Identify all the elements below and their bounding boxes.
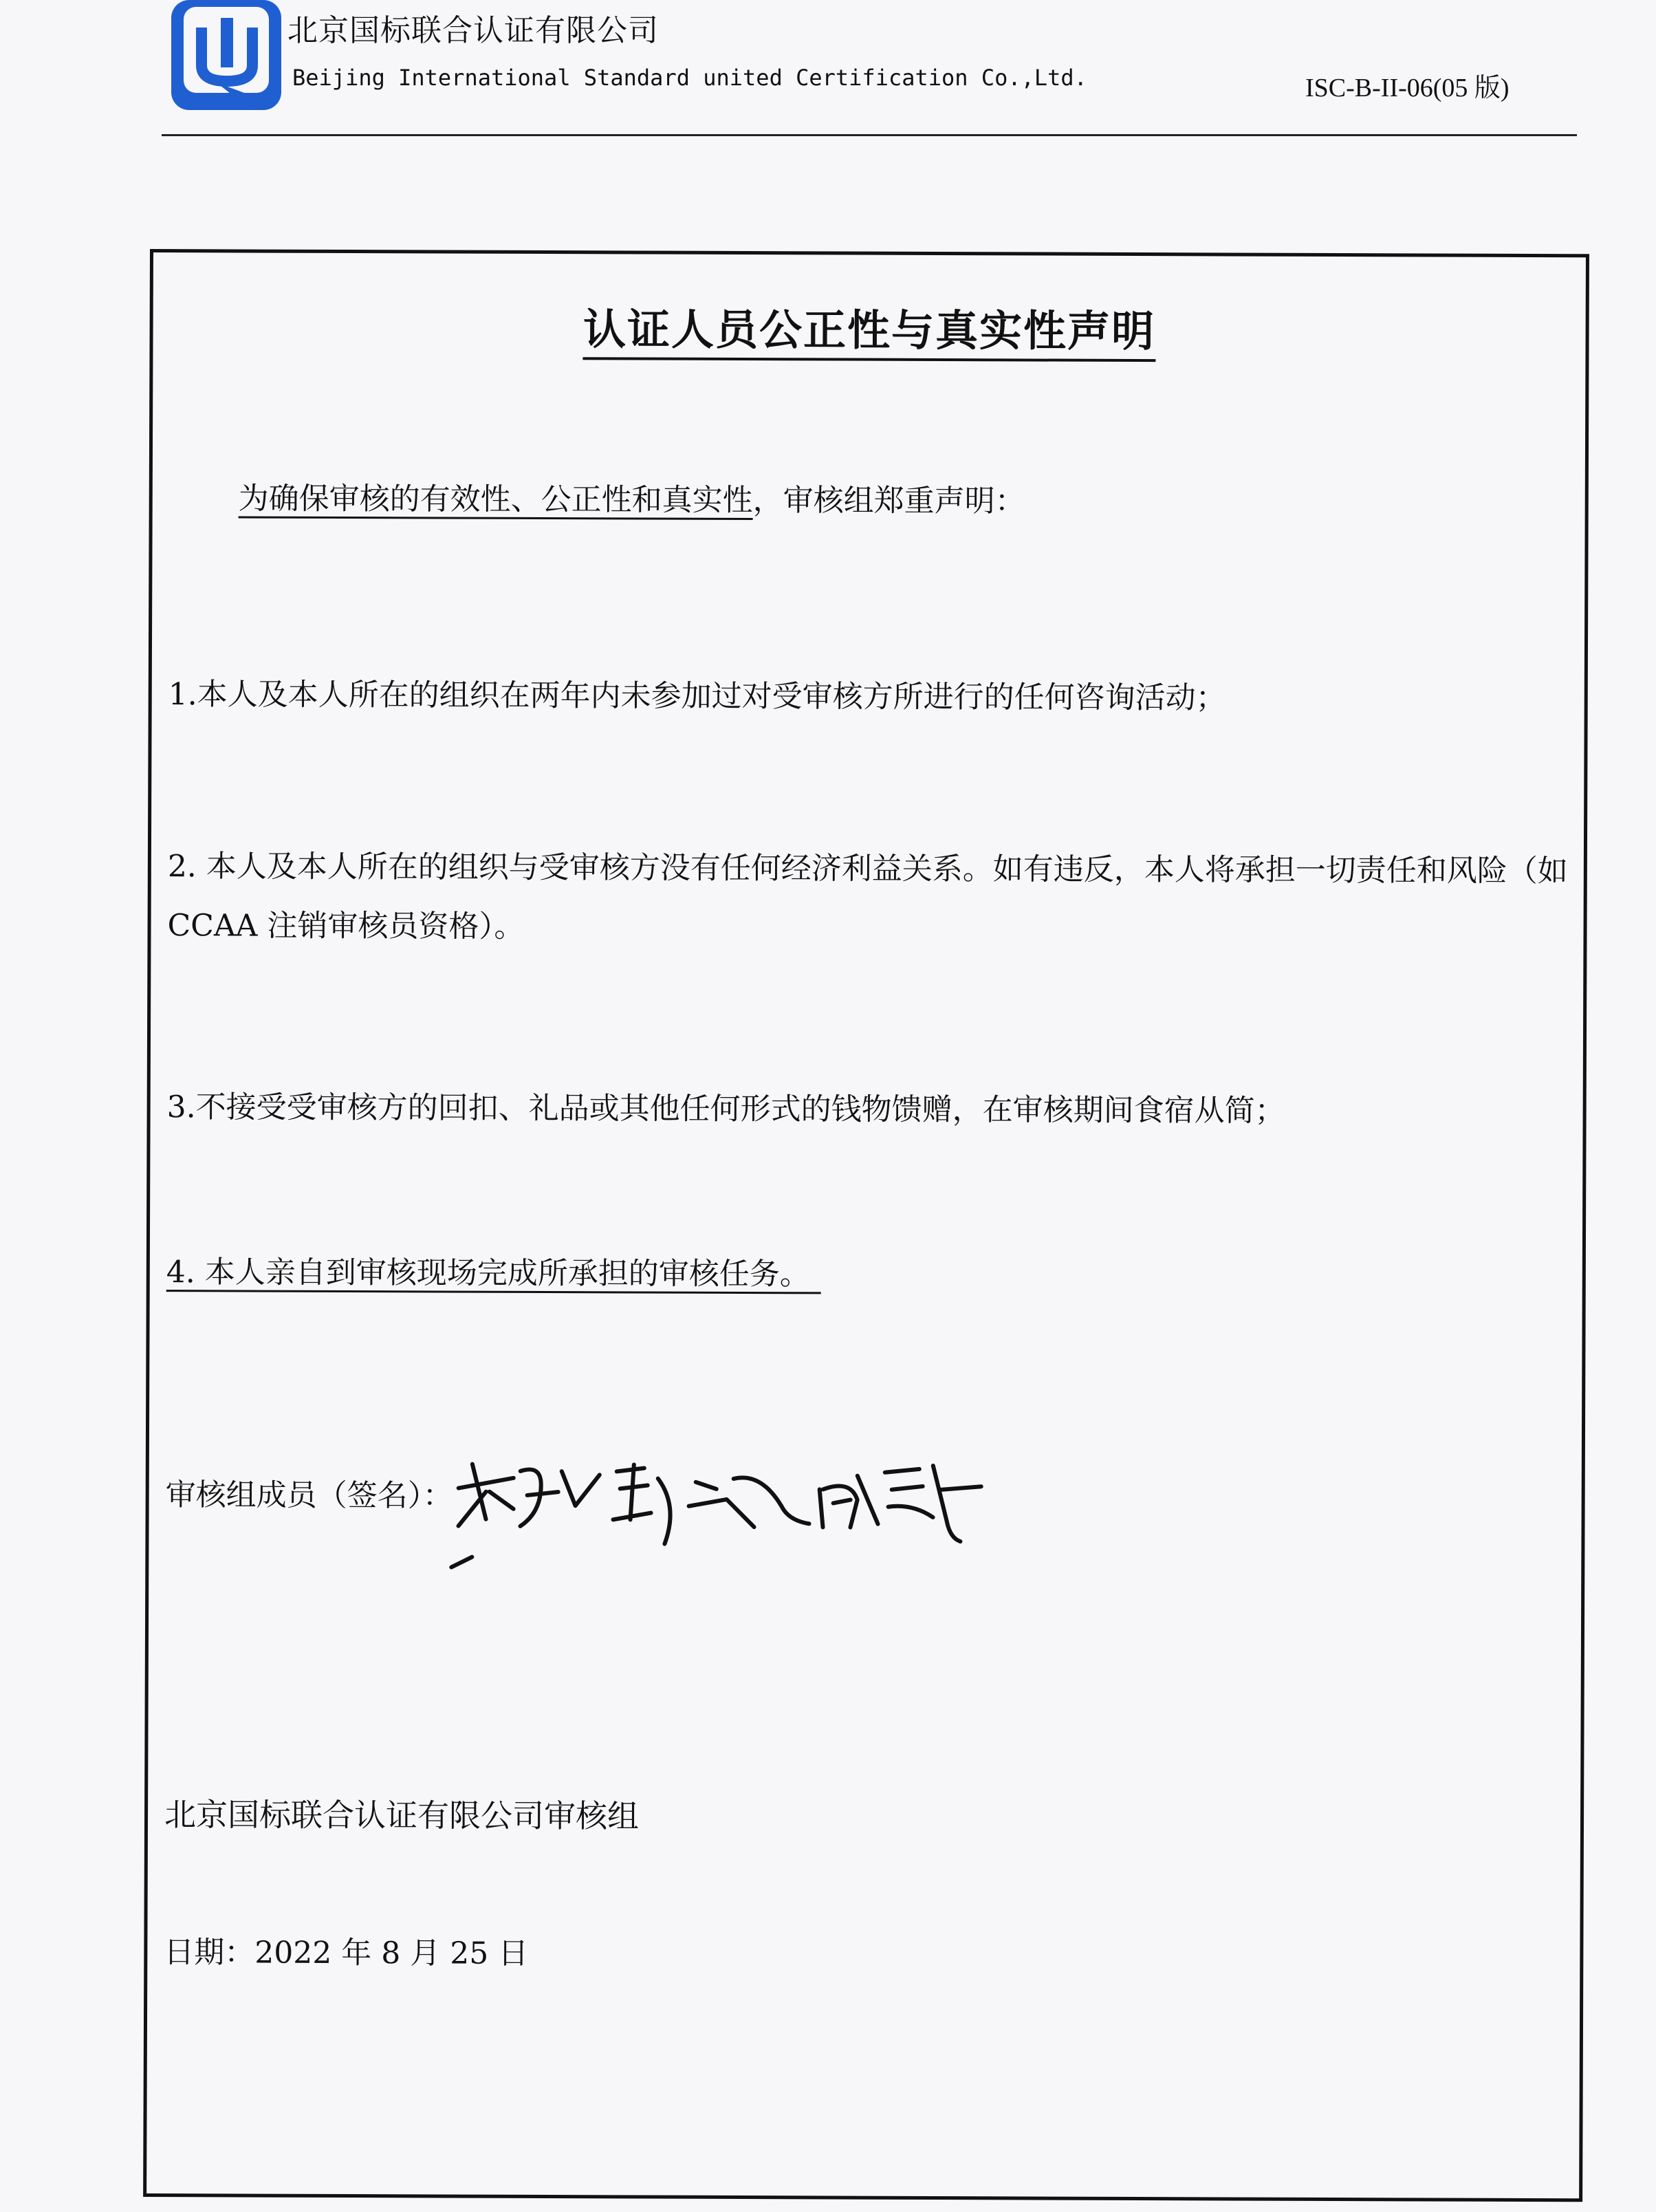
company-name-cn: 北京国标联合认证有限公司	[287, 13, 659, 48]
declaration-date: 日期：2022 年 8 月 25 日	[164, 1935, 529, 1971]
handwritten-signature	[437, 1422, 1057, 1590]
declaration-item-1: 1.本人及本人所在的组织在两年内未参加过对受审核方所进行的任何咨询活动；	[168, 677, 1226, 716]
intro-rest: ，审核组郑重声明：	[752, 483, 1025, 519]
declaration-item-4-text: 4. 本人亲自到审核现场完成所承担的审核任务。	[166, 1255, 821, 1294]
declaration-item-3: 3.不接受受审核方的回扣、礼品或其他任何形式的钱物馈赠，在审核期间食宿从简；	[166, 1089, 1285, 1129]
audit-group-name: 北京国标联合认证有限公司审核组	[164, 1796, 640, 1835]
document-title-text: 认证人员公正性与真实性声明	[583, 304, 1155, 362]
declaration-item-4	[166, 1243, 1569, 1307]
header-divider	[162, 134, 1577, 136]
document-title	[153, 294, 1585, 360]
company-logo-icon	[168, 0, 285, 113]
declaration-frame	[143, 249, 1589, 2202]
document-code: ISC-B-II-06(05 版)	[1305, 74, 1510, 102]
letterhead	[0, 0, 1656, 138]
signature-label: 审核组成员（签名）：	[165, 1477, 453, 1514]
intro-paragraph	[239, 469, 1642, 533]
company-name-en: Beijing International Standard united Certification Co.,Ltd.	[292, 65, 1087, 91]
intro-underlined: 为确保审核的有效性、公正性和真实性	[239, 481, 753, 520]
declaration-item-2: 2. 本人及本人所在的组织与受审核方没有任何经济利益关系。如有违反，本人将承担一切责任和风险（如 CCAA 注销审核员资格）。	[167, 849, 1568, 944]
